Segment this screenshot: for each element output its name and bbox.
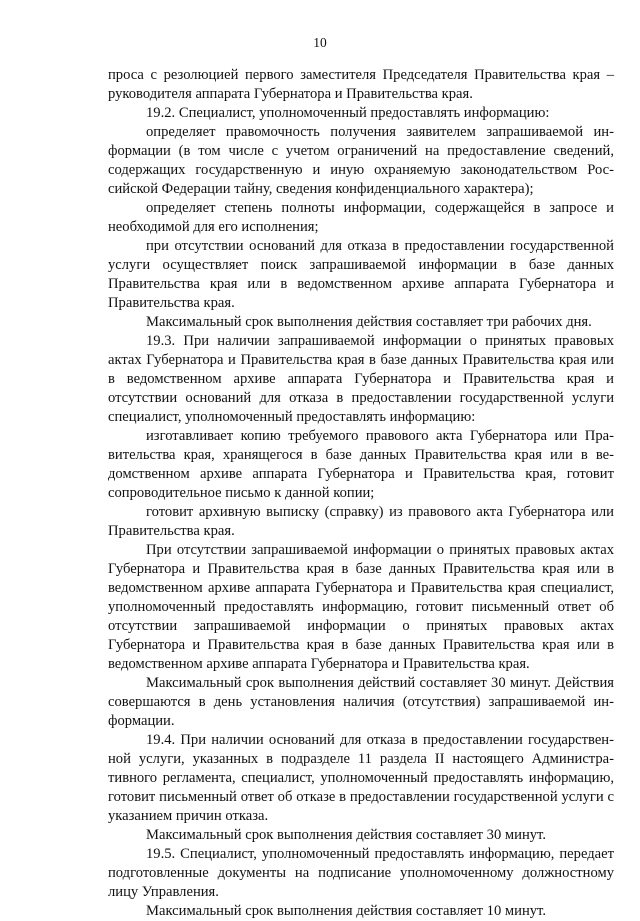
paragraph: При отсутствии запрашиваемой информации о принятых правовых актах Губернатора и Правительства края в базе данных Правительства края или в ведомственном архиве аппарата Губернатора и Правительства края специалист, уполномоченный предоставлять информацию, готовит письменный ответ об отсутствии запрашиваемой информации о принятых правовых актах Губернатора и Правительства края в базе данных Правительства края или в ведомственном архиве аппарата Губернатора и Правительства края. xyxy=(108,542,614,672)
document-body xyxy=(108,66,614,921)
paragraph: 19.2. Специалист, уполномоченный предоставлять информацию: xyxy=(146,105,550,121)
paragraph: Максимальный срок выполнения действий составляет 30 минут. Действия совершаются в день установления наличия (отсутствия) запрашиваемой информации. xyxy=(108,675,614,729)
paragraph: изготавливает копию требуемого правового акта Губернатора или Правительства края, хранящегося в базе данных Правительства края или в ведомственном архиве аппарата Губернатора и Правительства края, готовит сопроводительное письмо к данной копии; xyxy=(108,428,614,501)
paragraph: готовит архивную выписку (справку) из правового акта Губернатора или Правительства края. xyxy=(108,504,614,539)
paragraph: Максимальный срок выполнения действия составляет три рабочих дня. xyxy=(146,314,592,330)
paragraph: проса с резолюцией первого заместителя Председателя Правительства края – руководителя аппарата Губернатора и Правительства края. xyxy=(108,67,614,102)
paragraph: 19.4. При наличии оснований для отказа в предоставлении государственной услуги, указанных в подразделе 11 раздела II настоящего Административного регламента, специалист, уполномоченный предоставлять информацию, готовит письменный ответ об отказе в предоставлении государственной услуги с указанием причин отказа. xyxy=(108,732,614,824)
paragraph: при отсутствии оснований для отказа в предоставлении государственной услуги осуществляет поиск запрашиваемой информации в базе данных Правительства края или в ведомственном архиве аппарата Губернатора и Правительства края. xyxy=(108,238,614,311)
page-number: 10 xyxy=(313,35,327,50)
paragraph: 19.3. При наличии запрашиваемой информации о принятых правовых актах Губернатора и Правительства края в базе данных Правительства края или в ведомственном архиве аппарата Губернатора и Правительства края и отсутствии оснований для отказа в предоставлении государственной услуги специалист, уполномоченный предоставлять информацию: xyxy=(108,333,614,425)
paragraph: определяет правомочность получения заявителем запрашиваемой информации (в том числе с учетом ограничений на предоставление сведений, содержащих государственную и иную охраняемую законодательством Российской Федерации тайну, сведения конфиденциального характера); xyxy=(108,124,614,197)
paragraph: Максимальный срок выполнения действия составляет 30 минут. xyxy=(146,827,546,843)
paragraph: 19.5. Специалист, уполномоченный предоставлять информацию, передает подготовленные документы на подписание уполномоченному должностному лицу Управления. xyxy=(108,846,614,900)
paragraph: Максимальный срок выполнения действия составляет 10 минут. xyxy=(146,903,546,919)
paragraph: определяет степень полноты информации, содержащейся в запросе и необходимой для его исполнения; xyxy=(108,200,614,235)
